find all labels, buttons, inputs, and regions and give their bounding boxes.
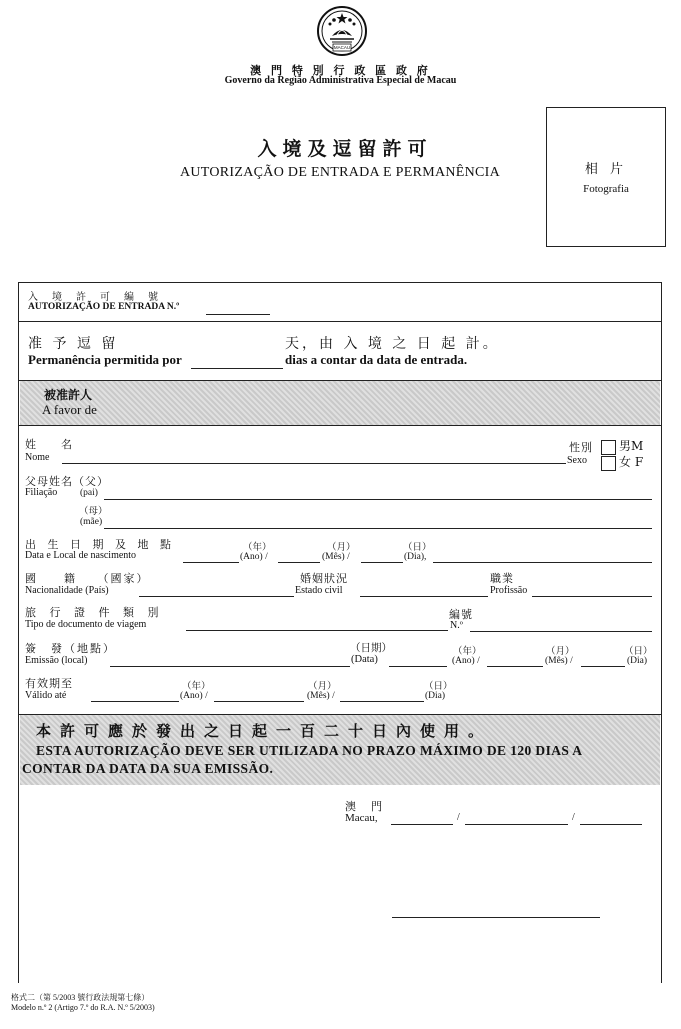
valid-until-label-zh: 有效期至 bbox=[25, 677, 73, 690]
sign-day-field[interactable] bbox=[391, 824, 453, 825]
emission-month-label: (Mês) / bbox=[545, 656, 573, 666]
auth-number-label-zh: 入 境 許 可 編 號 bbox=[28, 292, 160, 303]
warning-zh: 本許可應於發出之日起一百二十日內使用。 bbox=[36, 722, 493, 740]
auth-number-label-pt: AUTORIZAÇÃO DE ENTRADA N.º bbox=[28, 302, 180, 312]
birth-year-field[interactable] bbox=[183, 562, 239, 563]
place-label-zh: 澳 門 bbox=[345, 800, 384, 813]
nationality-label-zh: 國 籍 （國家） bbox=[25, 572, 150, 585]
favor-section-bar bbox=[20, 381, 660, 425]
civil-status-field[interactable] bbox=[360, 596, 488, 597]
emission-day-field[interactable] bbox=[581, 666, 625, 667]
sex-female-label: 女 F bbox=[619, 455, 644, 469]
birth-day-label-zh: （日） bbox=[403, 543, 432, 553]
travel-doc-label-zh: 旅 行 證 件 類 別 bbox=[25, 606, 164, 619]
footer-pt: Modelo n.º 2 (Artigo 7.º do R.A. N.º 5/2003) bbox=[11, 1003, 155, 1012]
father-label: (pai) bbox=[80, 488, 98, 498]
valid-day-field[interactable] bbox=[340, 701, 424, 702]
name-label-pt: Nome bbox=[25, 452, 50, 463]
civil-status-label-pt: Estado civil bbox=[295, 585, 343, 596]
emission-year-field[interactable] bbox=[389, 666, 447, 667]
name-label-zh: 姓 名 bbox=[25, 438, 79, 451]
birth-month-label-zh: （月） bbox=[327, 543, 356, 553]
civil-status-label-zh: 婚姻狀況 bbox=[300, 572, 348, 585]
valid-month-field[interactable] bbox=[214, 701, 304, 702]
sex-female-checkbox[interactable] bbox=[601, 453, 616, 472]
permanence-suffix-zh: 天，由 入 境 之 日 起 計。 bbox=[285, 336, 500, 352]
permanence-suffix-pt: dias a contar da data de entrada. bbox=[285, 352, 468, 367]
travel-doc-type-field[interactable] bbox=[186, 630, 448, 631]
valid-year-label: (Ano) / bbox=[180, 691, 208, 701]
warning-pt-line2: CONTAR DA DATA DA SUA EMISSÃO. bbox=[22, 761, 274, 776]
sign-year-field[interactable] bbox=[580, 824, 642, 825]
emission-label-zh: 簽 發（地點） bbox=[25, 642, 116, 655]
warning-pt-line1: ESTA AUTORIZAÇÃO DEVE SER UTILIZADA NO PRAZO MÁXIMO DE 120 DIAS A bbox=[36, 743, 583, 758]
birth-month-field[interactable] bbox=[278, 562, 320, 563]
profession-label-pt: Profissão bbox=[490, 585, 528, 596]
valid-year-label-zh: （年） bbox=[182, 682, 211, 692]
mother-label: (mãe) bbox=[80, 517, 103, 527]
birth-label-pt: Data e Local de nascimento bbox=[25, 550, 137, 561]
divider bbox=[19, 425, 661, 426]
emission-day-label: (Dia) bbox=[627, 656, 648, 666]
form-title-pt: AUTORIZAÇÃO DE ENTRADA E PERMANÊNCIA bbox=[179, 165, 501, 180]
emission-place-field[interactable] bbox=[110, 666, 350, 667]
emblem-label: MACAU bbox=[333, 45, 351, 50]
place-label-pt: Macau, bbox=[345, 812, 378, 824]
valid-until-label-pt: Válido até bbox=[25, 690, 67, 701]
doc-number-label-pt: N.º bbox=[450, 620, 463, 631]
macau-emblem bbox=[316, 4, 368, 58]
birth-year-label-zh: （年） bbox=[243, 543, 272, 553]
filiation-label-zh: 父母姓名（父） bbox=[25, 475, 109, 488]
photo-label-zh: 相 片 bbox=[584, 162, 628, 177]
emission-month-label-zh: （月） bbox=[546, 647, 575, 657]
emission-day-label-zh: （日） bbox=[624, 647, 653, 657]
sex-male-label: 男M bbox=[619, 439, 644, 453]
nationality-field[interactable] bbox=[139, 596, 294, 597]
favor-label-zh: 被准許人 bbox=[44, 388, 93, 402]
father-name-field[interactable] bbox=[104, 499, 652, 500]
photo-label-pt: Fotografia bbox=[583, 183, 629, 195]
favor-label-pt: A favor de bbox=[42, 402, 97, 417]
government-name-pt: Governo da Região Administrativa Especial de Macau bbox=[224, 75, 457, 86]
checkbox-icon bbox=[601, 456, 616, 471]
permanence-days-field[interactable] bbox=[191, 368, 283, 369]
sex-label-zh: 性別 bbox=[569, 441, 593, 454]
auth-number-field[interactable] bbox=[206, 314, 270, 315]
photo-box[interactable] bbox=[546, 107, 666, 247]
date-separator: / bbox=[457, 812, 460, 823]
nationality-label-pt: Nacionalidade (País) bbox=[25, 585, 109, 596]
valid-year-field[interactable] bbox=[91, 701, 179, 702]
permanence-label-pt: Permanência permitida por bbox=[28, 352, 182, 367]
emission-label-pt: Emissão (local) bbox=[25, 655, 88, 666]
profession-field[interactable] bbox=[532, 596, 652, 597]
doc-number-label-zh: 編號 bbox=[449, 608, 473, 621]
date-separator: / bbox=[572, 812, 575, 823]
emission-year-label: (Ano) / bbox=[452, 656, 480, 666]
sex-label-pt: Sexo bbox=[567, 455, 587, 466]
valid-month-label: (Mês) / bbox=[307, 691, 335, 701]
birth-label-zh: 出 生 日 期 及 地 點 bbox=[25, 538, 175, 551]
name-field[interactable] bbox=[62, 463, 566, 464]
birth-year-label: (Ano) / bbox=[240, 552, 268, 562]
valid-month-label-zh: （月） bbox=[308, 682, 337, 692]
footer-zh: 格式二（第 5/2003 號行政法規第七條） bbox=[11, 993, 150, 1002]
form-title-zh: 入境及逗留許可 bbox=[257, 138, 433, 160]
government-name-zh: 澳 門 特 別 行 政 區 政 府 bbox=[250, 64, 431, 77]
divider bbox=[19, 321, 661, 322]
valid-day-label-zh: （日） bbox=[424, 682, 453, 692]
sign-month-field[interactable] bbox=[465, 824, 568, 825]
mother-label-zh: （母） bbox=[79, 507, 108, 517]
permanence-label-zh: 准 予 逗 留 bbox=[28, 336, 119, 352]
travel-doc-label-pt: Tipo de documento de viagem bbox=[25, 619, 147, 630]
birth-day-label: (Dia), bbox=[404, 552, 427, 562]
birth-place-field[interactable] bbox=[433, 562, 652, 563]
signature-field[interactable] bbox=[392, 917, 600, 918]
doc-number-field[interactable] bbox=[470, 631, 652, 632]
emission-month-field[interactable] bbox=[487, 666, 543, 667]
filiation-label-pt: Filiação bbox=[25, 487, 58, 498]
emission-date-label-pt: (Data) bbox=[351, 654, 378, 665]
mother-name-field[interactable] bbox=[104, 528, 652, 529]
emission-date-label-zh: （日期） bbox=[350, 643, 392, 654]
valid-day-label: (Dia) bbox=[425, 691, 446, 701]
emission-year-label-zh: （年） bbox=[453, 647, 482, 657]
birth-day-field[interactable] bbox=[361, 562, 403, 563]
birth-month-label: (Mês) / bbox=[322, 552, 350, 562]
profession-label-zh: 職業 bbox=[490, 572, 514, 585]
